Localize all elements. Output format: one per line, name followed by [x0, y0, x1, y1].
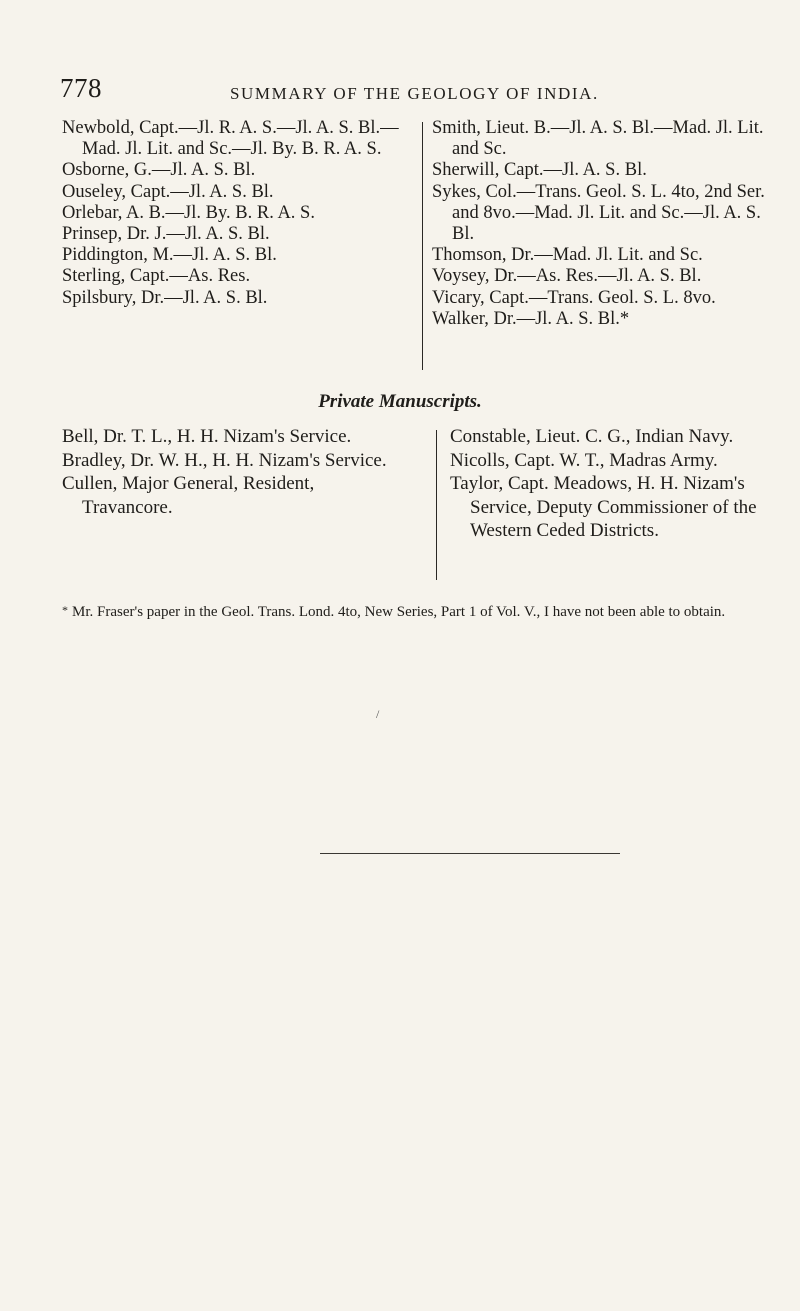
author-entry: Prinsep, Dr. J.—Jl. A. S. Bl. [62, 224, 270, 245]
manuscripts-right-column [450, 425, 767, 543]
end-rule [320, 853, 620, 854]
author-entry: Voysey, Dr.—As. Res.—Jl. A. S. Bl. [432, 266, 702, 287]
page-header [60, 73, 750, 113]
manuscripts-left-column [62, 425, 402, 519]
published-right-column [432, 118, 767, 330]
author-entry: Piddington, M.—Jl. A. S. Bl. [62, 245, 277, 266]
print-speck: / [376, 707, 380, 721]
footnote [62, 601, 772, 622]
column-divider [436, 430, 437, 580]
section-heading: Private Manuscripts. [318, 391, 482, 412]
column-divider [422, 122, 423, 370]
author-entry: Walker, Dr.—Jl. A. S. Bl.* [432, 308, 630, 329]
manuscript-entry: Bradley, Dr. W. H., H. H. Nizam's Service. [62, 449, 387, 471]
author-entry: Spilsbury, Dr.—Jl. A. S. Bl. [62, 287, 268, 308]
author-entry: Smith, Lieut. B.—Jl. A. S. Bl.—Mad. Jl. Lit. and Sc. [432, 118, 764, 160]
manuscript-entry: Constable, Lieut. C. G., Indian Navy. [450, 426, 734, 447]
published-left-column [62, 118, 402, 309]
manuscript-entry: Bell, Dr. T. L., H. H. Nizam's Service. [62, 426, 352, 447]
manuscript-entry: Cullen, Major General, Resident, Travancore. [62, 473, 315, 518]
author-entry: Orlebar, A. B.—Jl. By. B. R. A. S. [62, 202, 315, 223]
footnote-text: Mr. Fraser's paper in the Geol. Trans. Lond. 4to, New Series, Part 1 of Vol. V., I have not been able to obtain. [72, 604, 726, 620]
page-number: 778 [60, 73, 102, 103]
author-entry: Sherwill, Capt.—Jl. A. S. Bl. [432, 160, 647, 181]
author-entry: Sykes, Col.—Trans. Geol. S. L. 4to, 2nd Ser. and 8vo.—Mad. Jl. Lit. and Sc.—Jl. A. S. Bl. [432, 181, 765, 245]
footnote-marker: * [62, 603, 68, 617]
author-entry: Sterling, Capt.—As. Res. [62, 266, 251, 287]
author-entry: Vicary, Capt.—Trans. Geol. S. L. 8vo. [432, 287, 716, 308]
author-entry: Thomson, Dr.—Mad. Jl. Lit. and Sc. [432, 245, 703, 266]
manuscript-entry: Nicolls, Capt. W. T., Madras Army. [450, 449, 718, 471]
author-entry: Newbold, Capt.—Jl. R. A. S.—Jl. A. S. Bl.—Mad. Jl. Lit. and Sc.—Jl. By. B. R. A. S. [62, 118, 399, 160]
author-entry: Osborne, G.—Jl. A. S. Bl. [62, 160, 256, 181]
manuscript-entry: Taylor, Capt. Meadows, H. H. Nizam's Service, Deputy Commissioner of the Western Ceded Districts. [450, 473, 757, 541]
author-entry: Ouseley, Capt.—Jl. A. S. Bl. [62, 181, 274, 202]
running-title: SUMMARY OF THE GEOLOGY OF INDIA. [230, 84, 599, 103]
